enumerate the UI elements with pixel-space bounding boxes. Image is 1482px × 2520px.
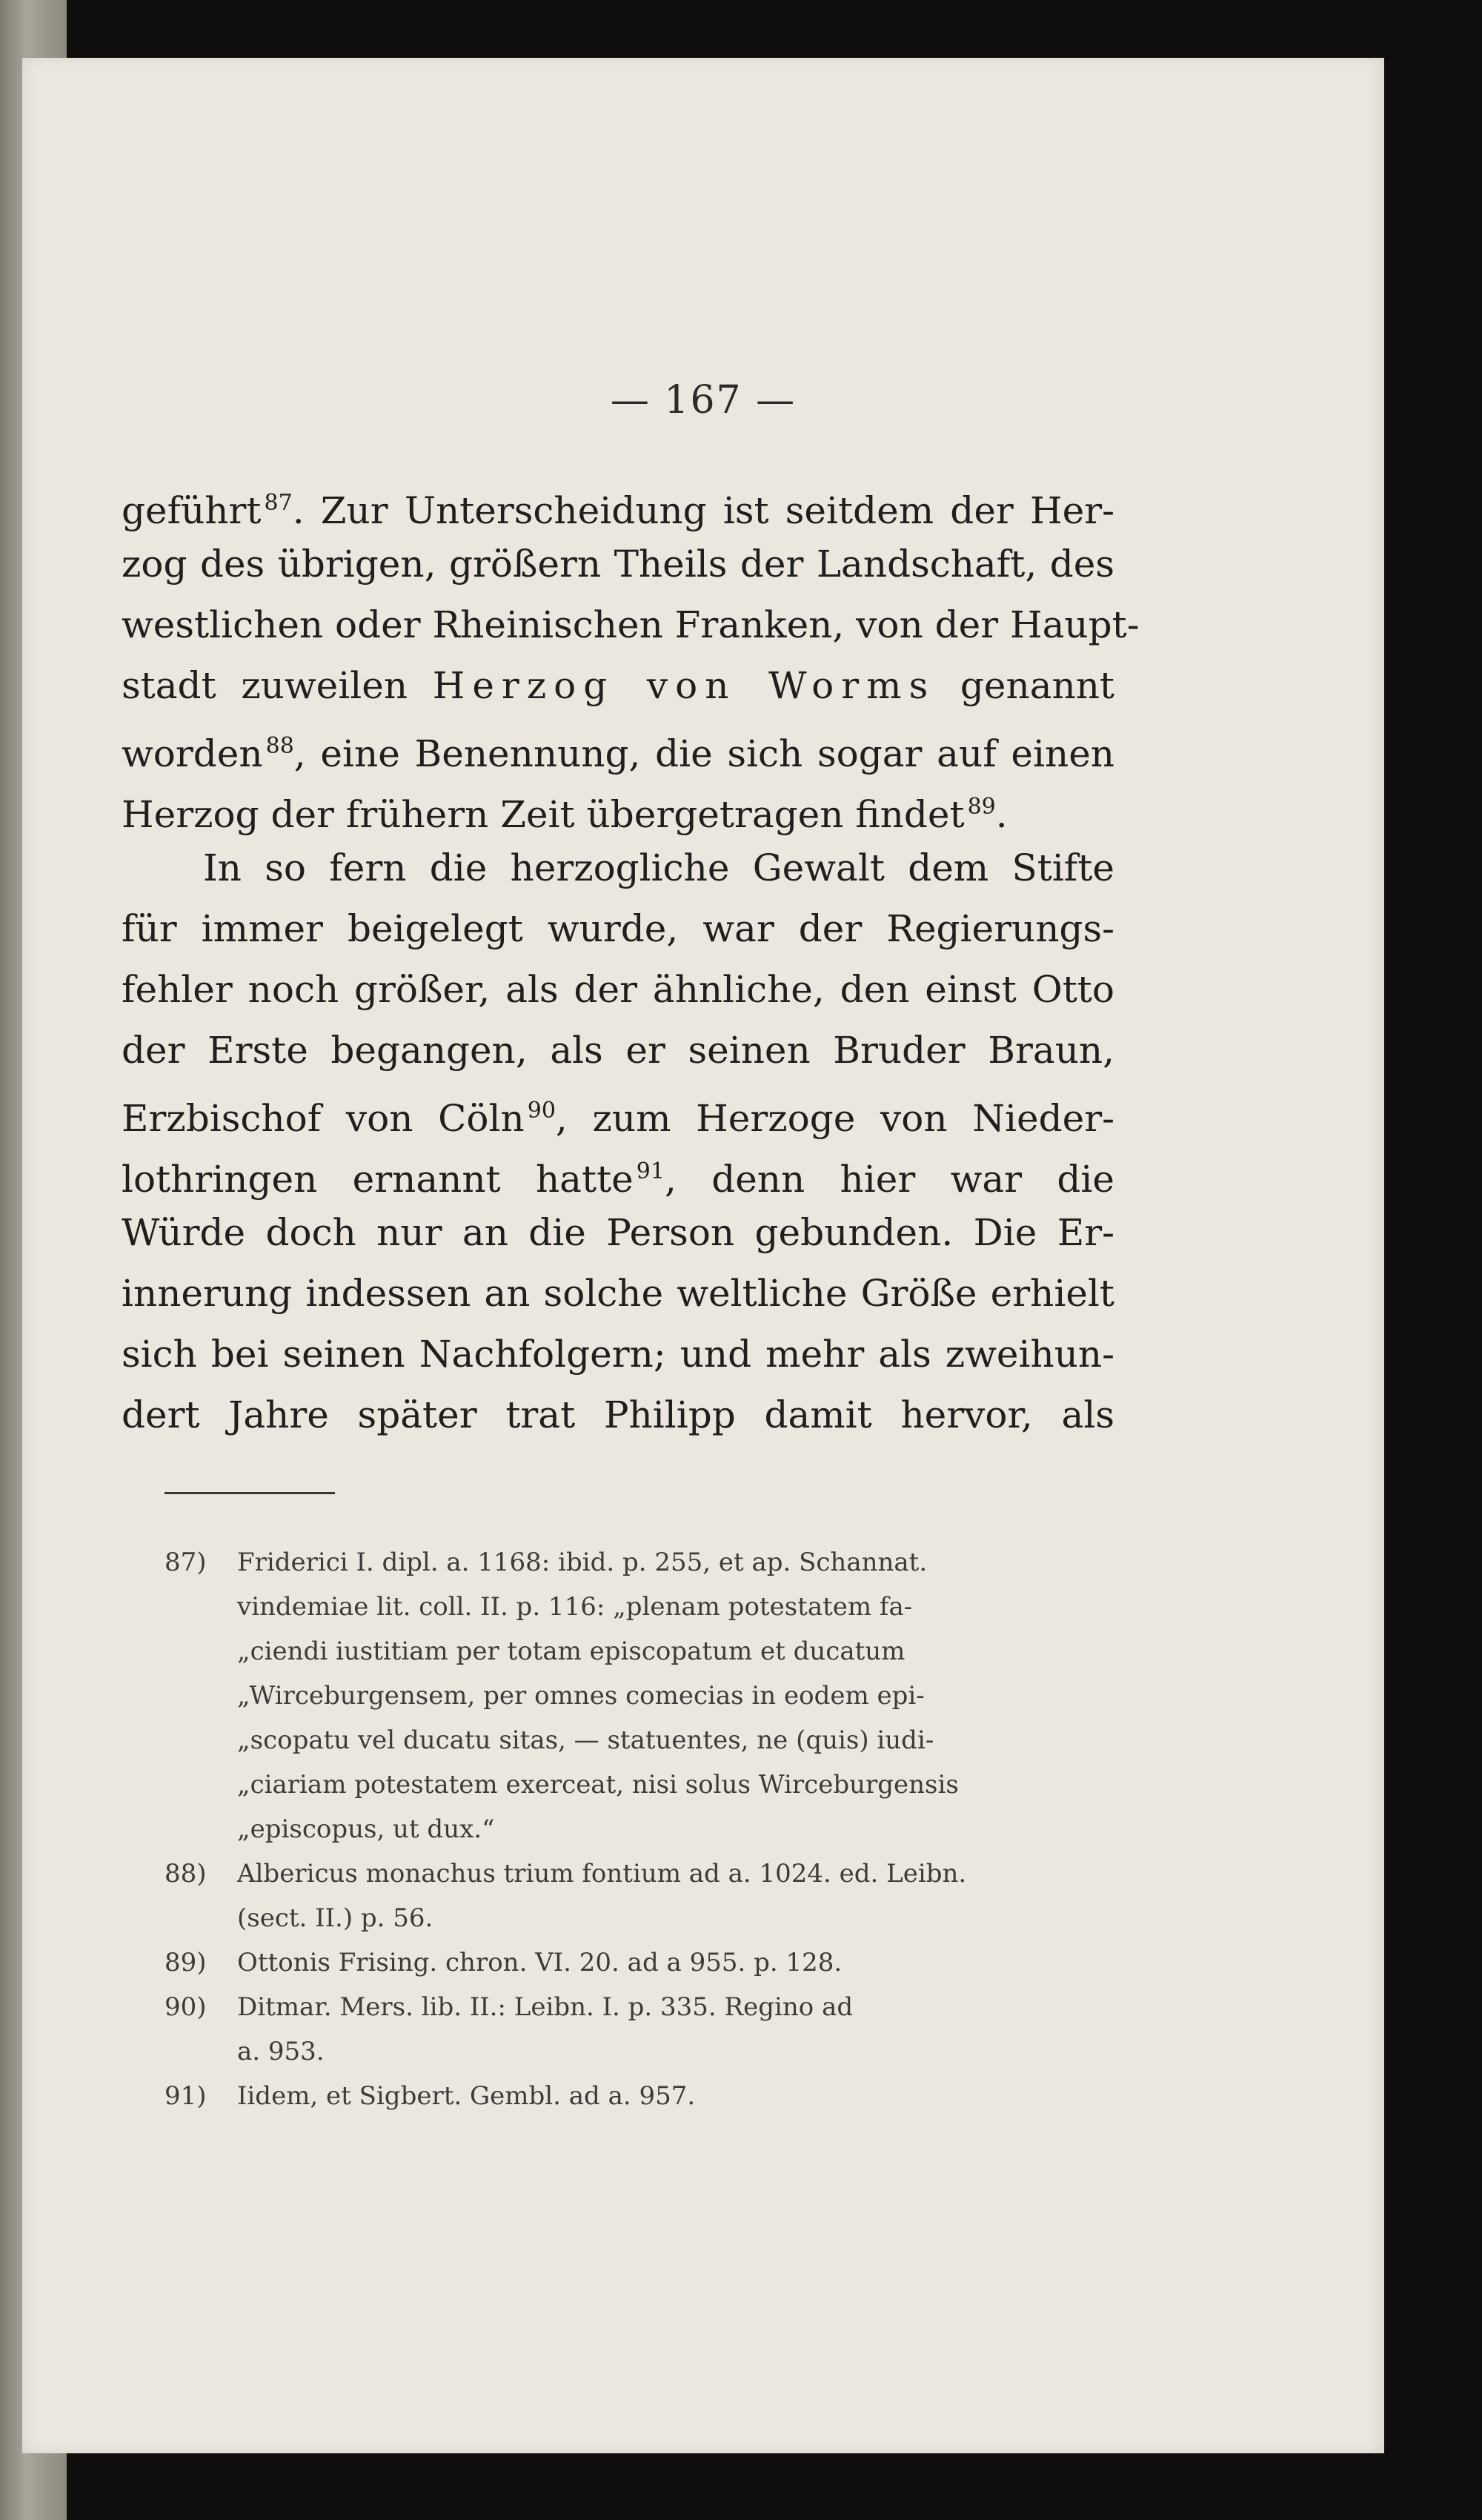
footnote (165, 1940, 1128, 1985)
text-line-content: Herzog der frühern Zeit übergetragen findet (122, 793, 965, 836)
text-line-continuation: genannt (935, 664, 1115, 707)
footnote (165, 1851, 1128, 1940)
text-line-content: In so fern die herzogliche Gewalt dem Stifte (203, 846, 1114, 889)
text-line (122, 777, 1114, 838)
text-line-content: innerung indessen an solche weltliche Größe erhielt (122, 1272, 1114, 1315)
text-line-content: Erzbischof von Cöln (122, 1097, 525, 1140)
footnote-reference: 91 (636, 1158, 665, 1184)
footnote-line: a. 953. (237, 2037, 325, 2066)
footnote-number: 90) (165, 1992, 207, 2022)
footnote (165, 2074, 1128, 2118)
text-line (122, 1385, 1114, 1445)
text-line-content: lothringen ernannt hatte (122, 1158, 634, 1201)
footnote-line: Albericus monachus trium fontium ad a. 1024. ed. Leibn. (237, 1859, 967, 1889)
footnote-line: vindemiae lit. coll. II. p. 116: „plenam potestatem fa- (237, 1592, 913, 1622)
text-line (122, 1263, 1114, 1324)
footnote-number: 89) (165, 1948, 207, 1977)
text-line-continuation: . Zur Unterscheidung ist seitdem der Her- (292, 489, 1114, 532)
text-line (122, 1324, 1114, 1385)
text-line-content: Würde doch nur an die Person gebunden. Die Er- (122, 1211, 1114, 1254)
text-line (122, 838, 1114, 898)
footnote-line: Friderici I. dipl. a. 1168: ibid. p. 255, et ap. Schannat. (237, 1548, 928, 1577)
footnote-divider (165, 1492, 335, 1494)
text-line-content: dert Jahre später trat Philipp damit hervor, als (122, 1393, 1114, 1436)
footnote-reference: 89 (967, 794, 996, 820)
text-line-content: westlichen oder Rheinischen Franken, von der Haupt- (122, 603, 1140, 646)
text-line-continuation: . (995, 793, 1008, 836)
text-line-content: der Erste begangen, als er seinen Bruder Braun, (122, 1029, 1114, 1072)
footnote (165, 1985, 1128, 2074)
text-line (122, 473, 1114, 534)
text-line (122, 594, 1140, 655)
text-line-content: stadt zuweilen (122, 664, 433, 707)
text-line-continuation: , denn hier war die (664, 1158, 1115, 1201)
text-line-content: geführt (122, 489, 262, 532)
footnote-line: „Wirceburgensem, per omnes comecias in eodem epi- (237, 1681, 925, 1711)
text-line-content: sich bei seinen Nachfolgern; und mehr als zweihun- (122, 1333, 1114, 1376)
text-line-continuation: , eine Benennung, die sich sogar auf einen (293, 732, 1114, 775)
text-line (122, 1020, 1114, 1081)
footnote-line: (sect. II.) p. 56. (237, 1903, 433, 1933)
footnotes (165, 1540, 1128, 2118)
footnote-line: „episcopus, ut dux.“ (237, 1814, 495, 1844)
text-line-continuation: , zum Herzoge von Nieder- (555, 1097, 1114, 1140)
footnote-line: „ciendi iustitiam per totam episcopatum et ducatum (237, 1637, 906, 1666)
text-line-content: fehler noch größer, als der ähnliche, den einst Otto (122, 968, 1114, 1011)
emphasized-name: Herzog von Worms (432, 664, 936, 707)
footnote-reference: 87 (264, 490, 293, 516)
text-line (122, 716, 1114, 777)
footnote-number: 88) (165, 1859, 207, 1889)
text-line (122, 898, 1114, 959)
footnote-line: Ditmar. Mers. lib. II.: Leibn. I. p. 335. Regino ad (237, 1992, 854, 2022)
book-page (22, 58, 1384, 2453)
text-line (122, 959, 1114, 1020)
text-line (122, 1141, 1114, 1202)
footnote-number: 91) (165, 2081, 207, 2111)
text-line (122, 655, 1114, 716)
text-line (122, 1081, 1114, 1141)
footnote-line: „scopatu vel ducatu sitas, — statuentes, ne (quis) iudi- (237, 1725, 934, 1755)
footnote-line: Ottonis Frising. chron. VI. 20. ad a 955. p. 128. (237, 1948, 843, 1977)
text-line (122, 1202, 1114, 1263)
text-line (122, 534, 1114, 594)
footnote-reference: 88 (265, 733, 294, 759)
footnote-line: Iidem, et Sigbert. Gembl. ad a. 957. (237, 2081, 696, 2111)
page-number: — 167 — (610, 378, 797, 422)
text-line-content: für immer beigelegt wurde, war der Regierungs- (122, 907, 1114, 950)
footnote (165, 1540, 1128, 1851)
footnote-number: 87) (165, 1548, 207, 1577)
footnote-reference: 90 (527, 1098, 556, 1124)
body-text (122, 473, 1140, 1445)
footnote-line: „ciariam potestatem exerceat, nisi solus Wirceburgensis (237, 1770, 959, 1800)
text-line-content: worden (122, 732, 263, 775)
text-line-content: zog des übrigen, größern Theils der Landschaft, des (122, 543, 1114, 586)
